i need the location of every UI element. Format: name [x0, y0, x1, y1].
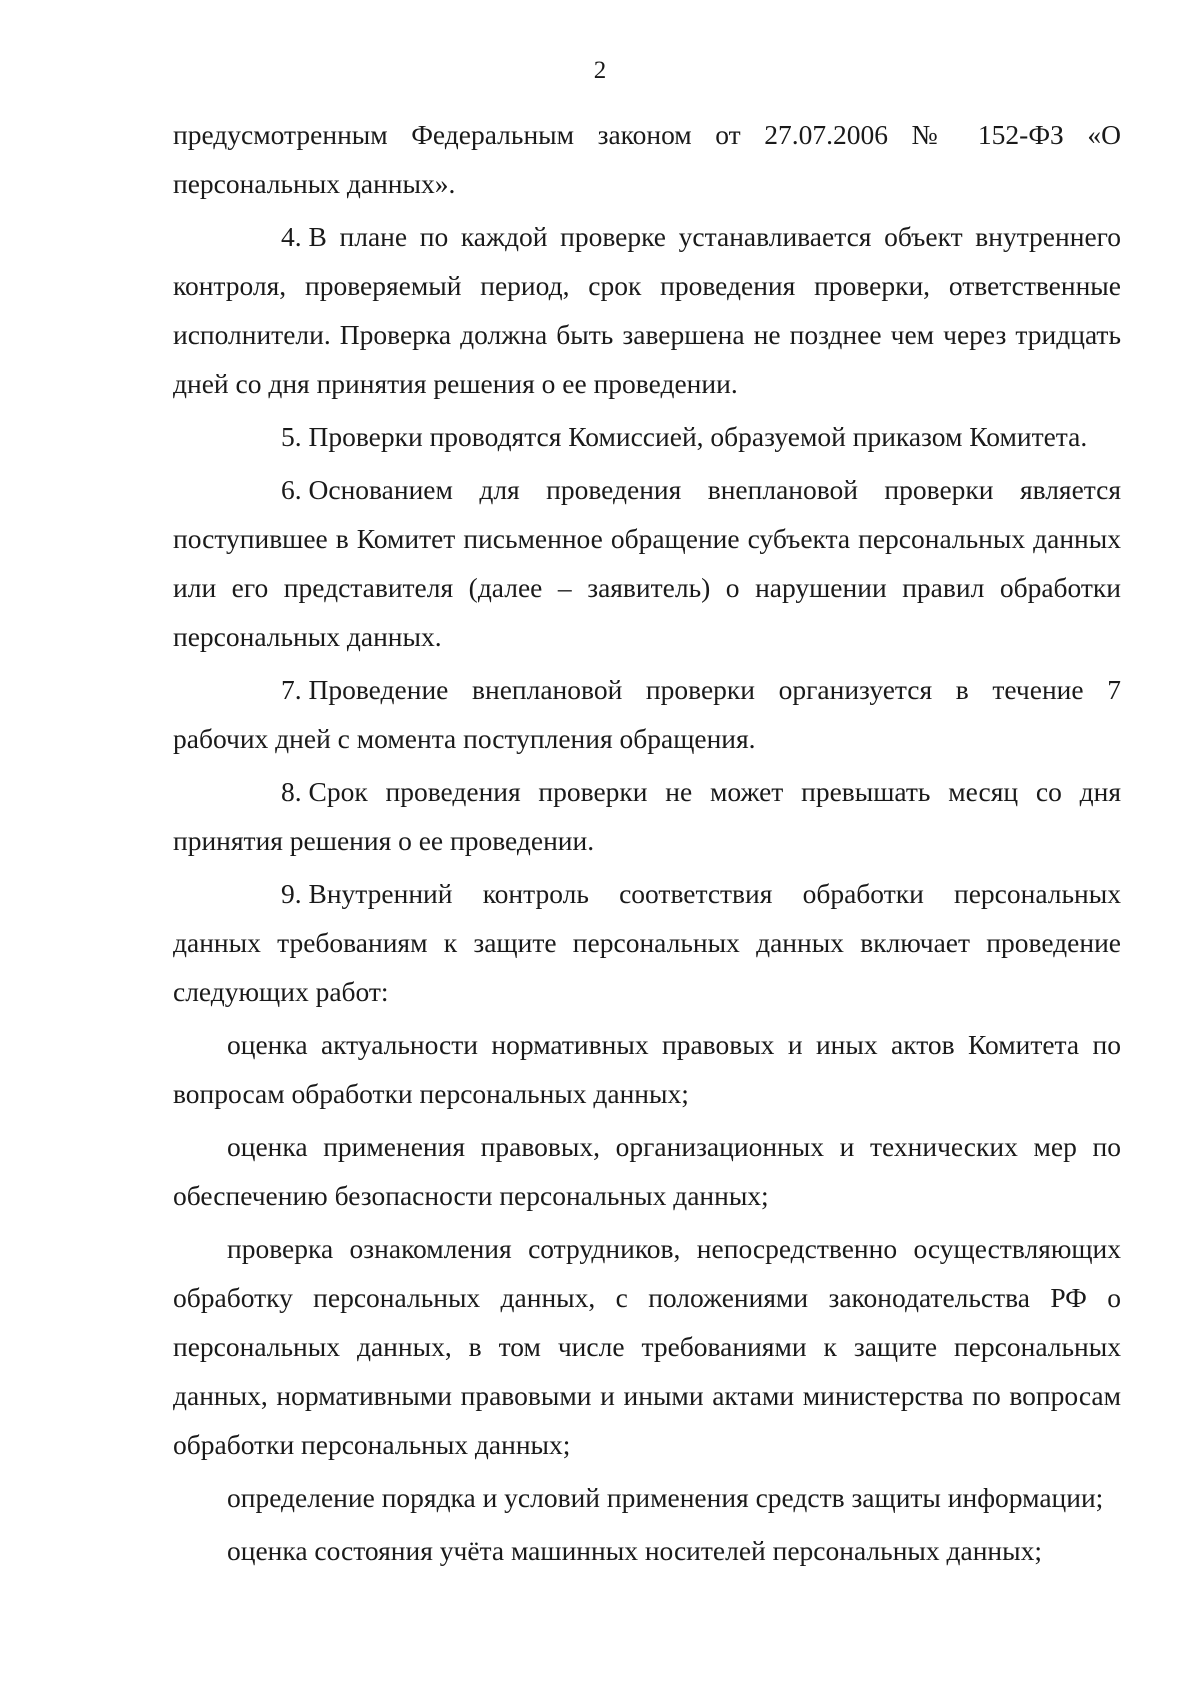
item-number: 5. — [281, 421, 302, 452]
paragraph-text: В плане по каждой проверке устанавливается объект внутреннего контроля, проверяемый период, срок проведения проверки, ответственные исполнители. Проверка должна быть завершена не позднее чем через тридцать дней со дня принятия решения о ее проведении. — [173, 221, 1121, 399]
paragraph-text: Срок проведения проверки не может превышать месяц со дня принятия решения о ее проведении. — [173, 776, 1121, 856]
paragraph-text: Проведение внеплановой проверки организуется в течение 7 рабочих дней с момента поступления обращения. — [173, 674, 1121, 754]
item-number: 4. — [281, 221, 302, 252]
item-number: 6. — [281, 474, 302, 505]
paragraph-text: оценка применения правовых, организационных и технических мер по обеспечению безопасности персональных данных; — [173, 1131, 1121, 1211]
page-number: 2 — [593, 57, 607, 84]
list-item-measures — [173, 1122, 1121, 1220]
list-item-staff-familiarization — [173, 1224, 1121, 1469]
paragraph-text: оценка состояния учёта машинных носителей персональных данных; — [227, 1535, 1043, 1566]
paragraph-text: проверка ознакомления сотрудников, непосредственно осуществляющих обработку персональных данных, с положениями законодательства РФ о персональных данных, в том числе требованиями к защите персональных данных, нормативными правовыми и иными актами министерства по вопросам обработки персональных данных; — [173, 1233, 1121, 1460]
item-number: 7. — [281, 674, 302, 705]
paragraph-item-5 — [173, 412, 1121, 461]
paragraph-text: Основанием для проведения внеплановой проверки является поступившее в Комитет письменное обращение субъекта персональных данных или его представителя (далее – заявитель) о нарушении правил обработки персональных данных. — [173, 474, 1121, 652]
paragraph-item-7 — [173, 665, 1121, 763]
document-body — [173, 110, 1121, 1579]
paragraph-text: Внутренний контроль соответствия обработки персональных данных требованиям к защите персональных данных включает проведение следующих работ: — [173, 878, 1121, 1007]
paragraph-text: определение порядка и условий применения средств защиты информации; — [227, 1482, 1104, 1513]
paragraph-text: Проверки проводятся Комиссией, образуемой приказом Комитета. — [308, 421, 1088, 452]
list-item-media-accounting — [173, 1526, 1121, 1575]
item-number: 9. — [281, 878, 302, 909]
paragraph-continuation — [173, 110, 1121, 208]
paragraph-item-8 — [173, 767, 1121, 865]
item-number: 8. — [281, 776, 302, 807]
paragraph-item-9 — [173, 869, 1121, 1016]
paragraph-text: оценка актуальности нормативных правовых и иных актов Комитета по вопросам обработки персональных данных; — [173, 1029, 1121, 1109]
paragraph-text: предусмотренным Федеральным законом от 27.07.2006 № 152-ФЗ «О персональных данных». — [173, 119, 1121, 199]
list-item-acts-relevance — [173, 1020, 1121, 1118]
paragraph-item-6 — [173, 465, 1121, 661]
list-item-protection-means — [173, 1473, 1121, 1522]
paragraph-item-4 — [173, 212, 1121, 408]
